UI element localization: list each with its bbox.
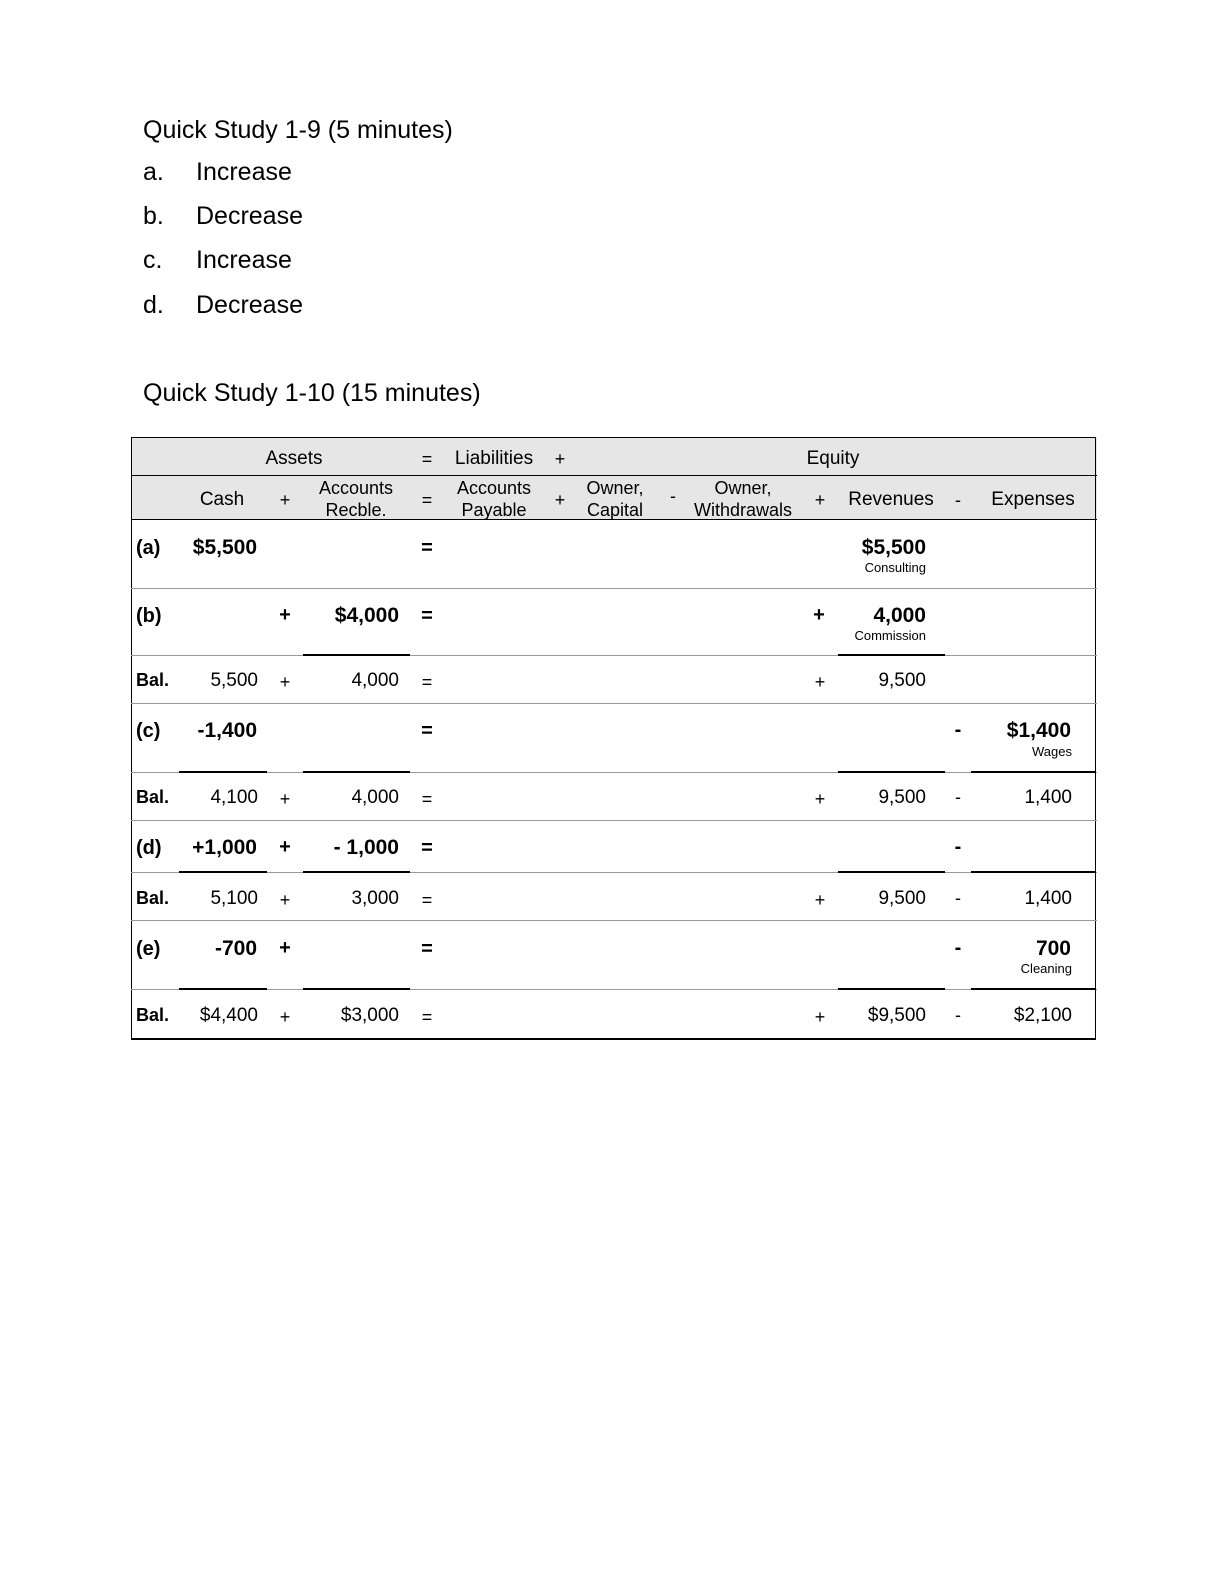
- plus-sign: +: [814, 789, 826, 809]
- total-underline: [971, 988, 1096, 990]
- total-underline: [971, 771, 1096, 773]
- col-op-minus: -: [955, 490, 961, 510]
- revenue-value: $9,500: [867, 1005, 926, 1026]
- answer-letter: a.: [143, 158, 164, 186]
- equals-sign: =: [421, 890, 433, 910]
- header-equals: =: [421, 449, 433, 469]
- total-underline: [971, 871, 1096, 873]
- revenue-value: 9,500: [878, 670, 926, 691]
- plus-sign: +: [279, 672, 291, 692]
- col-op-plus: +: [814, 490, 826, 510]
- minus-sign: -: [955, 1005, 961, 1025]
- receivable-value: 3,000: [351, 888, 399, 909]
- answer-letter: c.: [143, 246, 163, 274]
- total-underline: [179, 871, 267, 873]
- answer-d: [143, 291, 303, 320]
- revenue-value: $5,500: [861, 536, 926, 559]
- col-op-plus: +: [279, 490, 291, 510]
- col-op-equals: =: [421, 490, 433, 510]
- expense-value: 1,400: [1024, 888, 1072, 909]
- total-underline: [838, 654, 945, 656]
- col-op-minus: -: [670, 486, 676, 506]
- answer-text: Increase: [196, 158, 292, 186]
- plus-sign: +: [279, 789, 291, 809]
- row-divider: [131, 989, 1097, 990]
- col-owner-withdrawals: Owner, Withdrawals: [693, 478, 793, 520]
- col-revenues: Revenues: [848, 489, 934, 510]
- expense-value: $2,100: [1013, 1005, 1072, 1026]
- plus-sign: +: [813, 604, 825, 626]
- answer-a: [143, 158, 292, 187]
- receivable-value: 4,000: [351, 787, 399, 808]
- expense-value: $1,400: [1006, 719, 1071, 742]
- revenue-value: 9,500: [878, 888, 926, 909]
- row-divider: [131, 872, 1097, 873]
- header-divider: [131, 475, 1097, 476]
- receivable-value: 4,000: [351, 670, 399, 691]
- expense-note: Wages: [1032, 744, 1072, 759]
- total-underline: [303, 654, 410, 656]
- minus-sign: -: [955, 888, 961, 908]
- qs9-title: Quick Study 1-9 (5 minutes): [143, 116, 453, 144]
- equals-sign: =: [421, 537, 433, 559]
- plus-sign: +: [279, 890, 291, 910]
- answer-c: [143, 246, 292, 275]
- minus-sign: -: [954, 937, 962, 959]
- equals-sign: =: [421, 672, 433, 692]
- qs10-title: Quick Study 1-10 (15 minutes): [143, 379, 481, 407]
- col-accounts-payable: Accounts Payable: [456, 478, 532, 520]
- cash-value: -700: [214, 937, 257, 960]
- plus-sign: +: [279, 937, 291, 959]
- row-divider: [131, 772, 1097, 773]
- answer-letter: b.: [143, 202, 164, 230]
- header-plus: +: [554, 449, 566, 469]
- cash-value: 4,100: [210, 787, 258, 808]
- expense-note: Cleaning: [1020, 961, 1072, 976]
- cash-value: 5,500: [210, 670, 258, 691]
- cash-value: -1,400: [197, 719, 257, 742]
- revenue-note: Commission: [854, 628, 926, 643]
- row-label: (c): [136, 720, 161, 742]
- accounting-equation-table: [131, 437, 1097, 1040]
- header-equity: Equity: [806, 448, 860, 469]
- row-label: (a): [136, 537, 161, 559]
- answer-text: Decrease: [196, 202, 303, 230]
- revenue-value: 4,000: [873, 604, 926, 627]
- header-liabilities: Liabilities: [454, 448, 534, 469]
- total-underline: [838, 988, 945, 990]
- equals-sign: =: [421, 1007, 433, 1027]
- col-accounts-receivable: Accounts Recble.: [318, 478, 394, 520]
- receivable-value: $3,000: [340, 1005, 399, 1026]
- equals-sign: =: [421, 605, 433, 627]
- total-underline: [303, 771, 410, 773]
- cash-value: 5,100: [210, 888, 258, 909]
- plus-sign: +: [814, 1007, 826, 1027]
- revenue-note: Consulting: [864, 560, 926, 575]
- col-owner-capital: Owner, Capital: [586, 478, 644, 520]
- plus-sign: +: [814, 890, 826, 910]
- total-underline: [179, 771, 267, 773]
- revenue-value: 9,500: [878, 787, 926, 808]
- expense-value: 700: [1035, 937, 1071, 960]
- total-underline: [179, 988, 267, 990]
- equals-sign: =: [421, 789, 433, 809]
- col-expenses: Expenses: [991, 489, 1075, 510]
- answer-b: [143, 202, 303, 231]
- row-label: (d): [136, 837, 162, 859]
- total-underline: [303, 871, 410, 873]
- row-divider: [131, 588, 1097, 589]
- receivable-value: - 1,000: [333, 836, 399, 859]
- plus-sign: +: [814, 672, 826, 692]
- plus-sign: +: [279, 836, 291, 858]
- plus-sign: +: [279, 604, 291, 626]
- balance-label: Bal.: [136, 787, 170, 807]
- answer-text: Increase: [196, 246, 292, 274]
- row-divider: [131, 655, 1097, 656]
- row-divider: [131, 920, 1097, 921]
- answer-text: Decrease: [196, 291, 303, 319]
- equals-sign: =: [421, 938, 433, 960]
- total-underline: [303, 988, 410, 990]
- row-divider: [131, 820, 1097, 821]
- equals-sign: =: [421, 837, 433, 859]
- receivable-value: $4,000: [334, 604, 399, 627]
- cash-value: $5,500: [192, 536, 257, 559]
- balance-label: Bal.: [136, 670, 170, 690]
- row-label: (b): [136, 605, 162, 627]
- total-underline: [838, 871, 945, 873]
- cash-value: +1,000: [192, 836, 257, 859]
- col-cash: Cash: [199, 489, 245, 510]
- cash-value: $4,400: [199, 1005, 258, 1026]
- minus-sign: -: [954, 719, 962, 741]
- plus-sign: +: [279, 1007, 291, 1027]
- balance-label: Bal.: [136, 888, 170, 908]
- total-underline: [838, 771, 945, 773]
- balance-label: Bal.: [136, 1005, 170, 1025]
- row-label: (e): [136, 938, 161, 960]
- header-assets: Assets: [265, 448, 323, 469]
- expense-value: 1,400: [1024, 787, 1072, 808]
- answer-letter: d.: [143, 291, 164, 319]
- equals-sign: =: [421, 720, 433, 742]
- minus-sign: -: [955, 787, 961, 807]
- col-op-plus: +: [554, 490, 566, 510]
- minus-sign: -: [954, 836, 962, 858]
- row-divider: [131, 703, 1097, 704]
